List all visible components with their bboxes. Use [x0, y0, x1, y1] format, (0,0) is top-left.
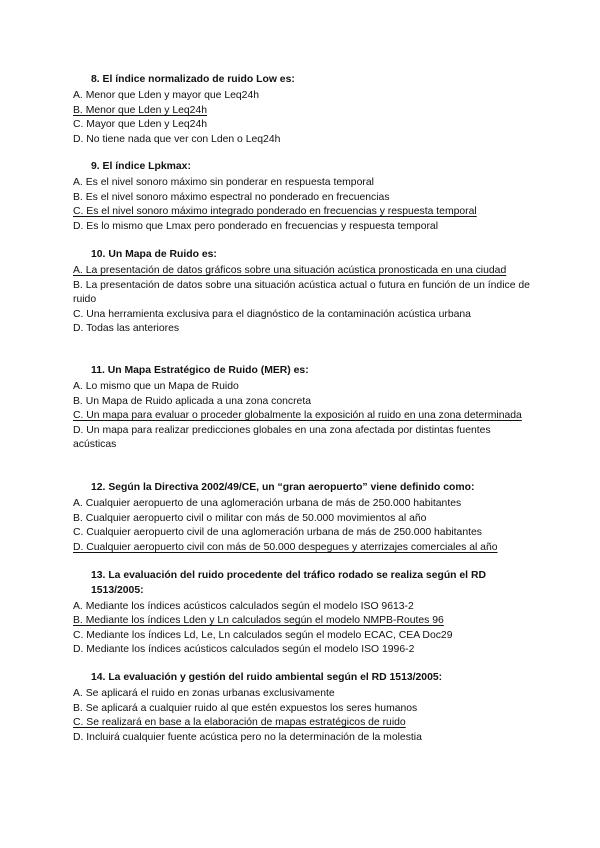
question-title: 13. La evaluación del ruido procedente del tráfico rodado se realiza según el RD 1513/2005: [91, 570, 486, 596]
question-title: 9. El índice Lpkmax: [91, 161, 191, 172]
question-8 [73, 73, 533, 147]
option-d: D. No tiene nada que ver con Lden o Leq24h [73, 133, 281, 145]
question-title: 8. El índice normalizado de ruido Low es: [91, 74, 295, 85]
option-c-correct: C. Se realizará en base a la elaboración de mapas estratégicos de ruido [73, 717, 406, 729]
option-c-correct: C. Es el nivel sonoro máximo integrado ponderado en frecuencias y respuesta temporal [73, 206, 477, 218]
question-14 [73, 671, 533, 745]
option-d: D. Incluirá cualquier fuente acústica pero no la determinación de la molestia [73, 731, 422, 743]
option-a: A. Es el nivel sonoro máximo sin ponderar en respuesta temporal [73, 177, 374, 189]
question-9 [73, 160, 533, 234]
option-d: D. Un mapa para realizar predicciones globales en una zona afectada por distintas fuentes acústicas [73, 424, 491, 451]
question-title: 11. Un Mapa Estratégico de Ruido (MER) es: [91, 365, 309, 376]
option-d: D. Todas las anteriores [73, 323, 180, 335]
option-a-correct: A. La presentación de datos gráficos sobre una situación acústica pronosticada en una ciudad [73, 265, 507, 277]
option-a: A. Lo mismo que un Mapa de Ruido [73, 381, 239, 393]
option-b-correct: B. Mediante los índices Lden y Ln calculados según el modelo NMPB-Routes 96 [73, 615, 444, 627]
option-d-correct: D. Cualquier aeropuerto civil con más de 50.000 despegues y aterrizajes comerciales al año [73, 541, 498, 553]
option-a: A. Cualquier aeropuerto de una aglomeración urbana de más de 250.000 habitantes [73, 498, 462, 510]
question-11 [73, 364, 533, 453]
option-b: B. Un Mapa de Ruido aplicada a una zona concreta [73, 395, 311, 407]
option-b: B. Cualquier aeropuerto civil o militar con más de 50.000 movimientos al año [73, 512, 427, 524]
option-c: C. Una herramienta exclusiva para el diagnóstico de la contaminación acústica urbana [73, 308, 471, 320]
option-c: C. Mayor que Lden y Leq24h [73, 119, 208, 131]
question-title: 10. Un Mapa de Ruido es: [91, 249, 217, 260]
option-d: D. Mediante los índices acústicos calculados según el modelo ISO 1996-2 [73, 644, 415, 656]
question-12 [73, 481, 533, 555]
question-13 [73, 569, 533, 658]
question-title: 14. La evaluación y gestión del ruido ambiental según el RD 1513/2005: [91, 672, 443, 683]
option-a: A. Mediante los índices acústicos calculados según el modelo ISO 9613-2 [73, 600, 414, 612]
option-a: A. Se aplicará el ruido en zonas urbanas exclusivamente [73, 688, 335, 700]
option-b: B. Es el nivel sonoro máximo espectral no ponderado en frecuencias [73, 191, 390, 203]
option-a: A. Menor que Lden y mayor que Leq24h [73, 90, 260, 102]
option-d: D. Es lo mismo que Lmax pero ponderado en frecuencias y respuesta temporal [73, 220, 439, 232]
question-10 [73, 248, 533, 337]
option-b: B. La presentación de datos sobre una situación acústica actual o futura en función de un índice de ruido [73, 279, 530, 306]
option-c: C. Mediante los índices Ld, Le, Ln calculados según el modelo ECAC, CEA Doc29 [73, 629, 453, 641]
option-c-correct: C. Un mapa para evaluar o proceder globalmente la exposición al ruido en una zona determinada [73, 410, 522, 422]
question-title: 12. Según la Directiva 2002/49/CE, un “gran aeropuerto” viene definido como: [91, 482, 475, 493]
option-b-correct: B. Menor que Lden y Leq24h [73, 104, 208, 116]
option-c: C. Cualquier aeropuerto civil de una aglomeración urbana de más de 250.000 habitantes [73, 527, 482, 539]
option-b: B. Se aplicará a cualquier ruido al que estén expuestos los seres humanos [73, 702, 418, 714]
